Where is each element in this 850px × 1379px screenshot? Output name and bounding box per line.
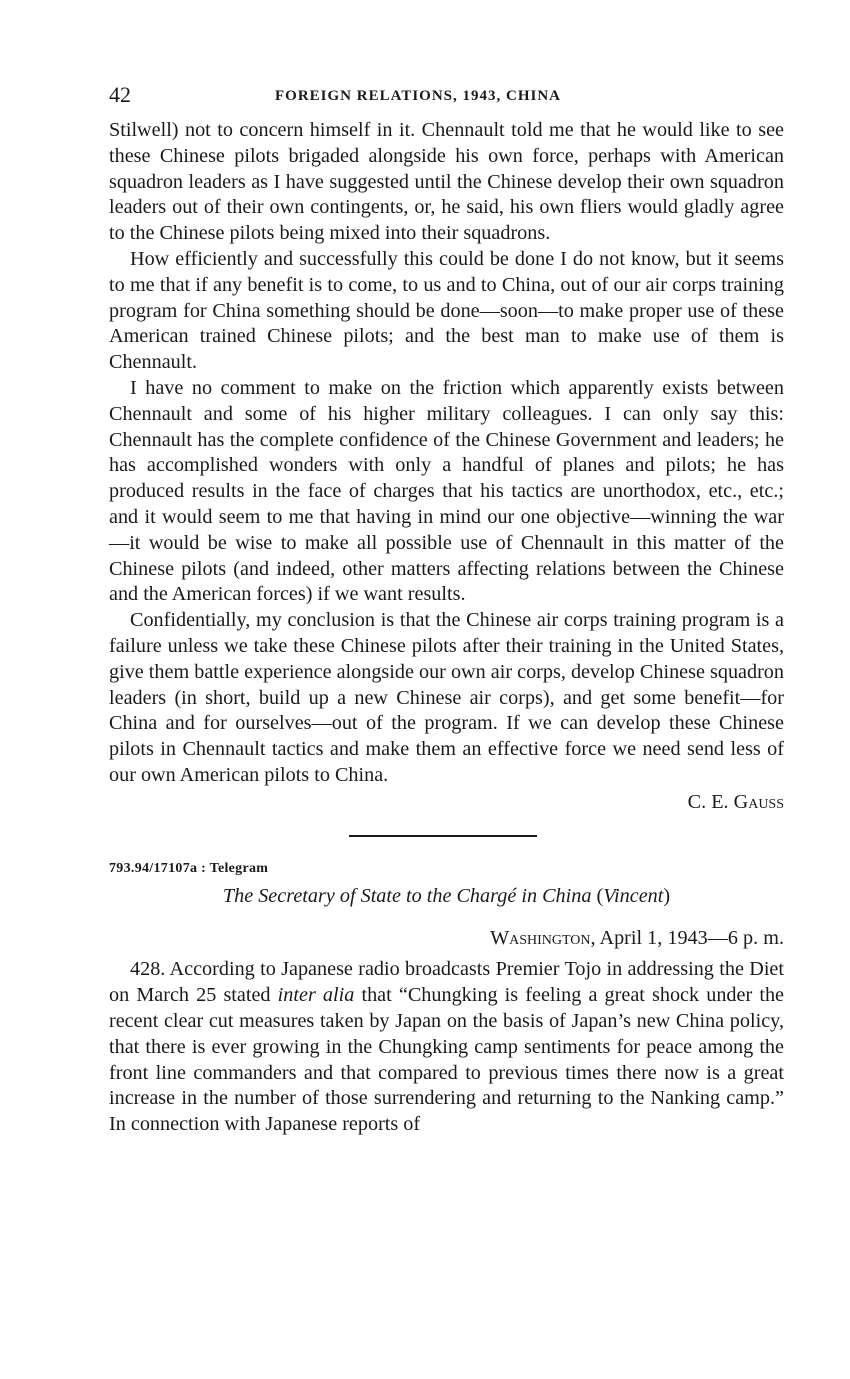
telegram-text-emphasis: inter alia [277,984,355,1007]
document-title [109,885,784,908]
page-number: 42 [109,82,131,107]
page [109,80,784,1138]
running-head [109,80,784,114]
dateline-date: , April 1, 1943—6 p. m. [590,926,784,949]
paren-open: ( [596,884,604,907]
document-title-text: The Secretary of State to the Chargé in China [222,884,592,907]
paragraph: I have no comment to make on the friction which apparently exists between Chennault and some of his higher military colleagues. I can only say this: Chennault has the complete confidence of the Chinese Government and leaders; he has accomplished wonders with only a handful of planes and pilots; he has produced results in the face of charges that his tactics are unorthodox, etc., etc.; and it would seem to me that having in mind our one objective—winning the war—it would be wise to make all possible use of Chennault in this matter of the Chinese pilots (and indeed, other matters affecting relations between the Chinese and the American forces) if we want results. [109,376,784,606]
section-divider [349,835,537,837]
telegram-text-part1: 428. According to Japanese radio broadcasts Premier Tojo in addressing the Diet on March 25 stated [109,958,784,1007]
file-reference: 793.94/17107a : Telegram [109,860,269,876]
telegram-text [109,957,784,1138]
telegram-text-part2: that “Chungking is feeling a great shock under the recent clear cut measures taken by Japan on the basis of Japan’s new China policy, that there is ever growing in the Chungking camp sentiments for peace among the front line commanders and that compared to previous times there now is a great increase in the number of those surrendering and returning to the Nanking camp.” In connection with Japanese reports of [109,984,784,1136]
running-title: FOREIGN RELATIONS, 1943, CHINA [275,88,562,104]
signature: C. E. Gauss [687,790,784,813]
dateline [109,926,784,952]
paragraph: How efficiently and successfully this could be done I do not know, but it seems to me that if any benefit is to come, to us and to China, out of our air corps training program for China something should be done—soon—to make proper use of these American trained Chinese pilots; and the best man to make use of them is Chennault. [109,247,784,374]
recipient-name: Vincent [603,884,664,907]
paragraph: Stilwell) not to concern himself in it. Chennault told me that he would like to see these Chinese pilots brigaded alongside his own force, perhaps with American squadron leaders as I have suggested until the Chinese develop their own squadron leaders out of their own contingents, or, he said, his own fliers would gladly agree to the Chinese pilots being mixed into their squadrons. [109,119,784,245]
letter-body [109,118,784,816]
paren-close: ) [663,884,671,907]
dateline-place: Washington [490,926,591,949]
paragraph: Confidentially, my conclusion is that the Chinese air corps training program is a failure unless we take these Chinese pilots after their training in the United States, give them battle experience alongside our own air corps, develop Chinese squadron leaders (in short, build up a new Chinese air corps), and get some benefit—for China and for ourselves—out of the program. If we can develop these Chinese pilots in Chennault tactics and make them an effective force we need send less of our own American pilots to China. [109,609,784,786]
